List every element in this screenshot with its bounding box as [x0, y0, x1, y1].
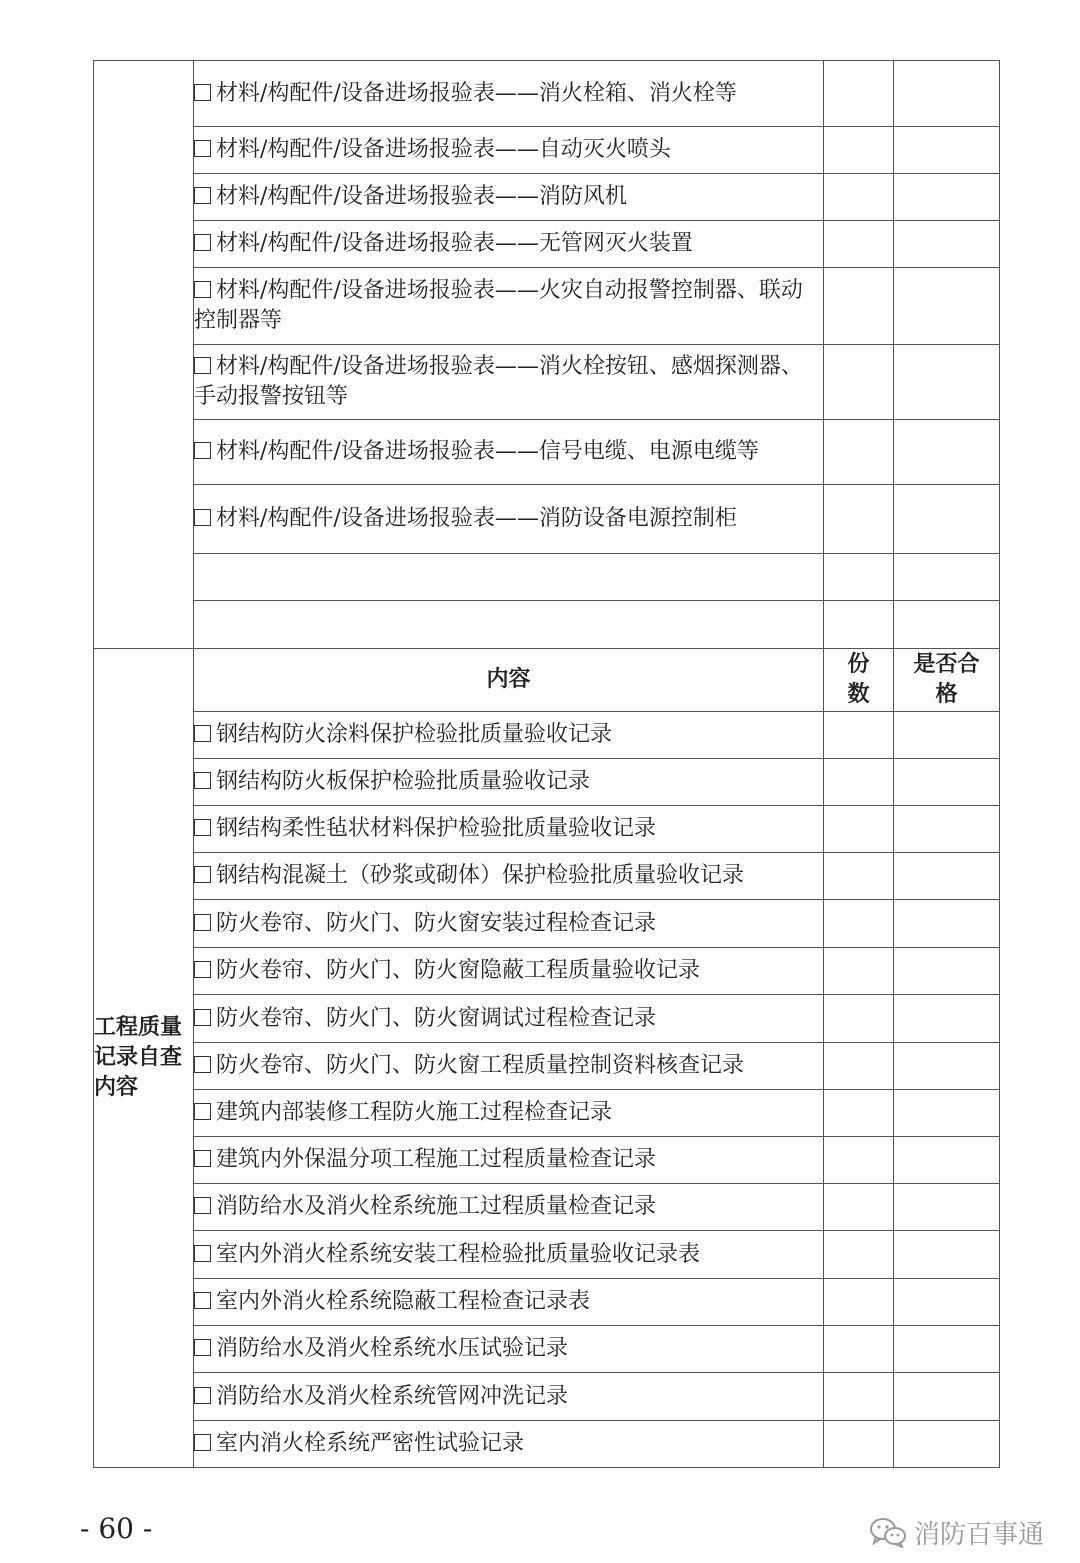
item-materials-8: 材料/构配件/设备进场报验表——消防设备电源控制柜	[194, 485, 824, 554]
table-row	[94, 221, 1000, 268]
table-row	[94, 995, 1000, 1043]
checkbox-icon[interactable]	[194, 187, 211, 204]
checkbox-icon[interactable]	[194, 1434, 211, 1451]
checkbox-icon[interactable]	[194, 914, 211, 931]
qualified-cell[interactable]	[894, 221, 1000, 268]
checkbox-icon[interactable]	[194, 725, 211, 742]
copies-cell[interactable]	[824, 1373, 894, 1421]
checkbox-icon[interactable]	[194, 772, 211, 789]
checkbox-icon[interactable]	[194, 961, 211, 978]
checkbox-icon[interactable]	[194, 819, 211, 836]
copies-cell[interactable]	[824, 1137, 894, 1184]
copies-cell[interactable]	[824, 1326, 894, 1373]
qualified-cell[interactable]	[894, 900, 1000, 948]
item-quality-9: 建筑内部装修工程防火施工过程检查记录	[194, 1090, 824, 1137]
copies-cell[interactable]	[824, 601, 894, 649]
table-row	[94, 806, 1000, 853]
qualified-cell[interactable]	[894, 61, 1000, 127]
checkbox-icon[interactable]	[194, 1056, 211, 1073]
table-row	[94, 174, 1000, 221]
qualified-cell[interactable]	[894, 995, 1000, 1043]
table-row	[94, 1043, 1000, 1090]
table-row	[94, 1137, 1000, 1184]
wechat-icon	[868, 1516, 908, 1548]
watermark-text: 消防百事通	[914, 1519, 1045, 1550]
table-header-row	[94, 649, 1000, 712]
section-label-materials	[94, 61, 194, 649]
checkbox-icon[interactable]	[194, 1103, 211, 1120]
qualified-cell[interactable]	[894, 948, 1000, 995]
qualified-cell[interactable]	[894, 268, 1000, 345]
item-quality-16: 室内消火栓系统严密性试验记录	[194, 1421, 824, 1468]
qualified-cell[interactable]	[894, 1090, 1000, 1137]
table-row	[94, 1421, 1000, 1468]
copies-cell[interactable]	[824, 1090, 894, 1137]
section-label-quality-records: 工程质量记录自查内容	[94, 649, 194, 1468]
item-quality-4: 钢结构混凝土（砂浆或砌体）保护检验批质量验收记录	[194, 853, 824, 900]
item-quality-15: 消防给水及消火栓系统管网冲洗记录	[194, 1373, 824, 1421]
watermark	[868, 1512, 1044, 1552]
header-qualified: 是否合格	[894, 649, 1000, 712]
checkbox-icon[interactable]	[194, 140, 211, 157]
copies-cell[interactable]	[824, 485, 894, 554]
copies-cell[interactable]	[824, 554, 894, 601]
item-materials-2: 材料/构配件/设备进场报验表——自动灭火喷头	[194, 127, 824, 174]
table-row	[94, 554, 1000, 601]
header-content: 内容	[194, 649, 824, 712]
item-quality-5: 防火卷帘、防火门、防火窗安装过程检查记录	[194, 900, 824, 948]
item-materials-blank-2[interactable]	[194, 601, 824, 649]
qualified-cell[interactable]	[894, 1373, 1000, 1421]
qualified-cell[interactable]	[894, 712, 1000, 759]
item-materials-4: 材料/构配件/设备进场报验表——无管网灭火装置	[194, 221, 824, 268]
item-quality-7: 防火卷帘、防火门、防火窗调试过程检查记录	[194, 995, 824, 1043]
qualified-cell[interactable]	[894, 601, 1000, 649]
qualified-cell[interactable]	[894, 1279, 1000, 1326]
item-quality-10: 建筑内外保温分项工程施工过程质量检查记录	[194, 1137, 824, 1184]
checkbox-icon[interactable]	[194, 1245, 211, 1262]
checkbox-icon[interactable]	[194, 1339, 211, 1356]
checkbox-icon[interactable]	[194, 1387, 211, 1404]
copies-cell[interactable]	[824, 61, 894, 127]
qualified-cell[interactable]	[894, 127, 1000, 174]
copies-cell[interactable]	[824, 712, 894, 759]
checkbox-icon[interactable]	[194, 234, 211, 251]
checklist-table	[93, 60, 1000, 1468]
qualified-cell[interactable]	[894, 759, 1000, 806]
table-row	[94, 420, 1000, 485]
checkbox-icon[interactable]	[194, 1197, 211, 1214]
copies-cell[interactable]	[824, 127, 894, 174]
copies-cell[interactable]	[824, 221, 894, 268]
copies-cell[interactable]	[824, 1421, 894, 1468]
copies-cell[interactable]	[824, 345, 894, 420]
copies-cell[interactable]	[824, 174, 894, 221]
copies-cell[interactable]	[824, 268, 894, 345]
checkbox-icon[interactable]	[194, 357, 211, 374]
table-row	[94, 948, 1000, 995]
page-number: - 60 -	[80, 1512, 153, 1545]
copies-cell[interactable]	[824, 1184, 894, 1231]
table-row	[94, 485, 1000, 554]
qualified-cell[interactable]	[894, 1231, 1000, 1279]
item-quality-6: 防火卷帘、防火门、防火窗隐蔽工程质量验收记录	[194, 948, 824, 995]
table-row	[94, 712, 1000, 759]
qualified-cell[interactable]	[894, 1137, 1000, 1184]
table-row	[94, 1373, 1000, 1421]
item-quality-3: 钢结构柔性毡状材料保护检验批质量验收记录	[194, 806, 824, 853]
item-quality-12: 室内外消火栓系统安装工程检验批质量验收记录表	[194, 1231, 824, 1279]
checkbox-icon[interactable]	[194, 1292, 211, 1309]
qualified-cell[interactable]	[894, 554, 1000, 601]
copies-cell[interactable]	[824, 900, 894, 948]
checkbox-icon[interactable]	[194, 1150, 211, 1167]
table-row	[94, 345, 1000, 420]
item-materials-6: 材料/构配件/设备进场报验表——消火栓按钮、感烟探测器、手动报警按钮等	[194, 345, 824, 420]
qualified-cell[interactable]	[894, 345, 1000, 420]
header-copies: 份数	[824, 649, 894, 712]
item-materials-blank-1[interactable]	[194, 554, 824, 601]
qualified-cell[interactable]	[894, 1043, 1000, 1090]
table-row	[94, 1326, 1000, 1373]
qualified-cell[interactable]	[894, 1326, 1000, 1373]
checkbox-icon[interactable]	[194, 442, 211, 459]
qualified-cell[interactable]	[894, 1184, 1000, 1231]
item-materials-3: 材料/构配件/设备进场报验表——消防风机	[194, 174, 824, 221]
copies-cell[interactable]	[824, 806, 894, 853]
checkbox-icon[interactable]	[194, 84, 211, 101]
checkbox-icon[interactable]	[194, 866, 211, 883]
copies-cell[interactable]	[824, 420, 894, 485]
copies-cell[interactable]	[824, 995, 894, 1043]
table-row	[94, 853, 1000, 900]
qualified-cell[interactable]	[894, 174, 1000, 221]
copies-cell[interactable]	[824, 1279, 894, 1326]
copies-cell[interactable]	[824, 948, 894, 995]
table-row	[94, 900, 1000, 948]
copies-cell[interactable]	[824, 759, 894, 806]
table-row	[94, 759, 1000, 806]
table-row	[94, 1090, 1000, 1137]
table-row	[94, 127, 1000, 174]
table-row	[94, 1184, 1000, 1231]
copies-cell[interactable]	[824, 853, 894, 900]
item-quality-1: 钢结构防火涂料保护检验批质量验收记录	[194, 712, 824, 759]
item-quality-2: 钢结构防火板保护检验批质量验收记录	[194, 759, 824, 806]
table-row	[94, 601, 1000, 649]
item-quality-11: 消防给水及消火栓系统施工过程质量检查记录	[194, 1184, 824, 1231]
table-row	[94, 61, 1000, 127]
checkbox-icon[interactable]	[194, 281, 211, 298]
item-materials-1: 材料/构配件/设备进场报验表——消火栓箱、消火栓等	[194, 61, 824, 127]
qualified-cell[interactable]	[894, 853, 1000, 900]
qualified-cell[interactable]	[894, 485, 1000, 554]
item-quality-8: 防火卷帘、防火门、防火窗工程质量控制资料核查记录	[194, 1043, 824, 1090]
item-materials-5: 材料/构配件/设备进场报验表——火灾自动报警控制器、联动控制器等	[194, 268, 824, 345]
checkbox-icon[interactable]	[194, 509, 211, 526]
qualified-cell[interactable]	[894, 420, 1000, 485]
qualified-cell[interactable]	[894, 1421, 1000, 1468]
checkbox-icon[interactable]	[194, 1009, 211, 1026]
item-materials-7: 材料/构配件/设备进场报验表——信号电缆、电源电缆等	[194, 420, 824, 485]
table-row	[94, 1279, 1000, 1326]
item-quality-13: 室内外消火栓系统隐蔽工程检查记录表	[194, 1279, 824, 1326]
copies-cell[interactable]	[824, 1043, 894, 1090]
copies-cell[interactable]	[824, 1231, 894, 1279]
table-row	[94, 1231, 1000, 1279]
qualified-cell[interactable]	[894, 806, 1000, 853]
table-row	[94, 268, 1000, 345]
item-quality-14: 消防给水及消火栓系统水压试验记录	[194, 1326, 824, 1373]
